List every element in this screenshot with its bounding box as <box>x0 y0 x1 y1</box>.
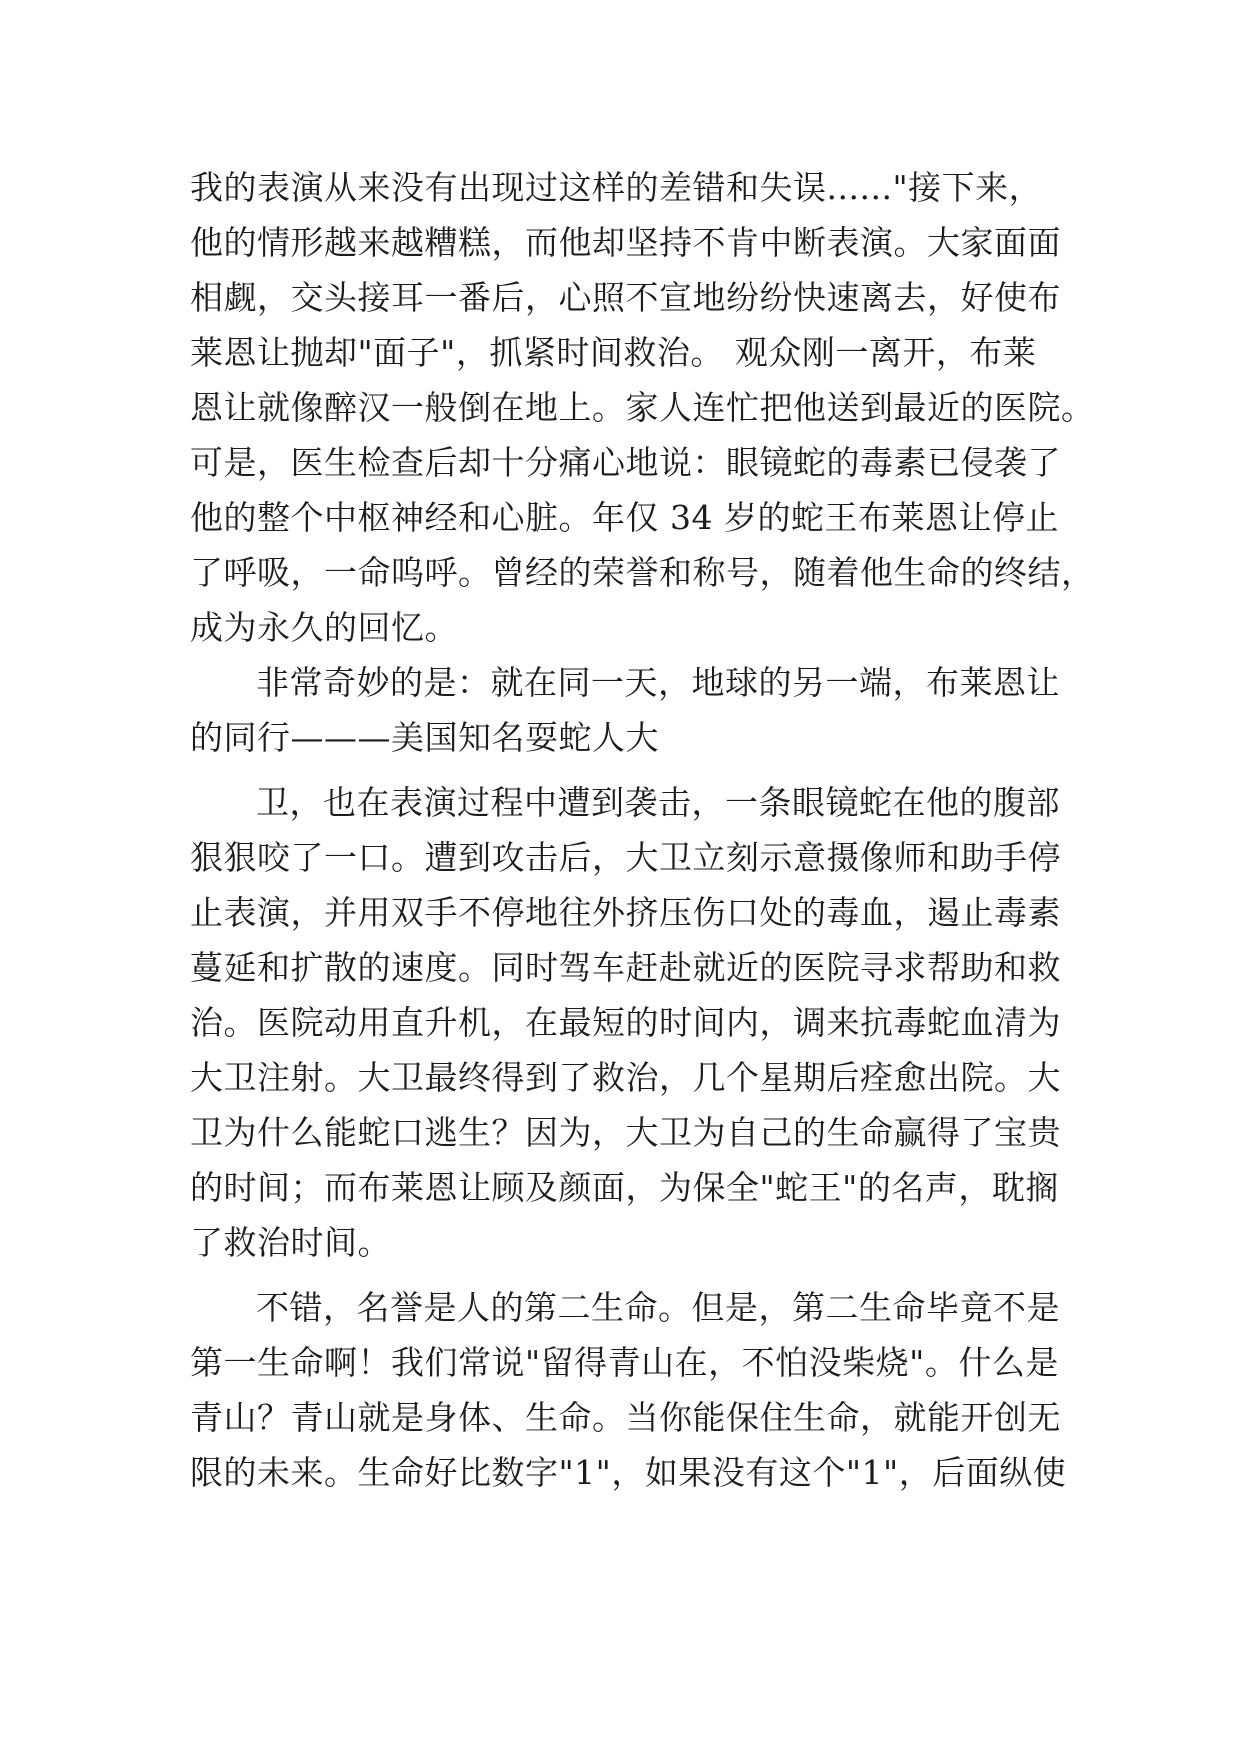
text-line: 了呼吸，一命呜呼。曾经的荣誉和称号，随着他生命的终结， <box>190 553 1095 592</box>
text-line: 莱恩让抛却"面子"，抓紧时间救治。 观众刚一离开，布莱 <box>190 333 1037 372</box>
text-line: 了救治时间。 <box>190 1223 391 1262</box>
body-text <box>190 160 1095 1500</box>
text-line: 的同行———美国知名耍蛇人大 <box>190 718 659 757</box>
text-line: 卫为什么能蛇口逃生？因为，大卫为自己的生命赢得了宝贵 <box>190 1113 1061 1152</box>
text-line: 的时间；而布莱恩让顾及颜面，为保全"蛇王"的名声，耽搁 <box>190 1168 1059 1207</box>
text-line: 大卫注射。大卫最终得到了救治，几个星期后痊愈出院。大 <box>190 1058 1061 1097</box>
text-line: 他的情形越来越糟糕，而他却坚持不肯中断表演。大家面面 <box>190 223 1061 262</box>
text-line: 青山？青山就是身体、生命。当你能保住生命，就能开创无 <box>190 1398 1061 1437</box>
text-line: 成为永久的回忆。 <box>190 608 458 647</box>
paragraph-start-line: 不错，名誉是人的第二生命。但是，第二生命毕竟不是 <box>256 1288 1060 1327</box>
text-line: 狠狠咬了一口。遭到攻击后，大卫立刻示意摄像师和助手停 <box>190 838 1061 877</box>
text-line: 第一生命啊！我们常说"留得青山在，不怕没柴烧"。什么是 <box>190 1343 1059 1382</box>
text-line: 恩让就像醉汉一般倒在地上。家人连忙把他送到最近的医院。 <box>190 388 1095 427</box>
paragraph-start-line: 非常奇妙的是：就在同一天，地球的另一端，布莱恩让 <box>256 663 1060 702</box>
text-line: 止表演，并用双手不停地往外挤压伤口处的毒血，遏止毒素 <box>190 893 1061 932</box>
text-line: 他的整个中枢神经和心脏。年仅 34 岁的蛇王布莱恩让停止 <box>190 498 1059 537</box>
text-line: 我的表演从来没有出现过这样的差错和失误......"接下来， <box>190 168 1043 207</box>
text-line: 限的未来。生命好比数字"1"，如果没有这个"1"，后面纵使 <box>190 1453 1067 1492</box>
text-line: 相觑，交头接耳一番后，心照不宣地纷纷快速离去，好使布 <box>190 278 1061 317</box>
text-line: 蔓延和扩散的速度。同时驾车赶赴就近的医院寻求帮助和救 <box>190 948 1061 987</box>
paragraph-start-line: 卫，也在表演过程中遭到袭击，一条眼镜蛇在他的腹部 <box>256 783 1060 822</box>
text-line: 治。医院动用直升机，在最短的时间内，调来抗毒蛇血清为 <box>190 1003 1061 1042</box>
text-line: 可是，医生检查后却十分痛心地说：眼镜蛇的毒素已侵袭了 <box>190 443 1061 482</box>
